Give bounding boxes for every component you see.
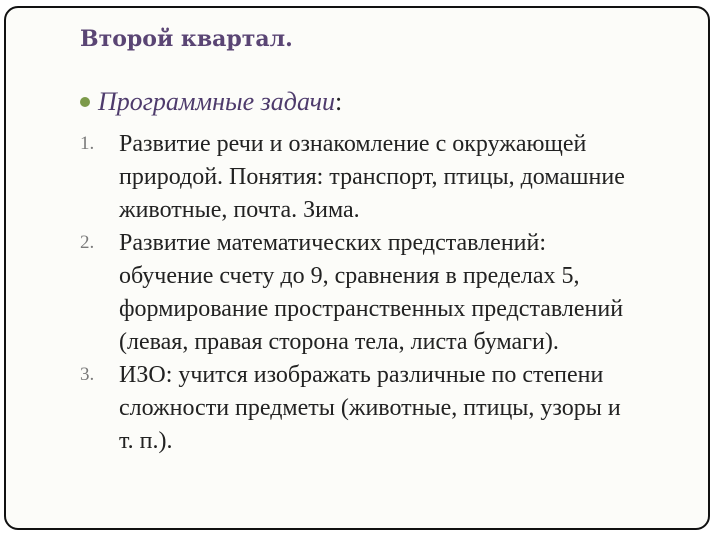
slide-title: Второй квартал. <box>80 26 293 52</box>
subtitle: Программные задачи <box>98 87 336 116</box>
list-item-line: Развитие математических представлений: <box>119 230 547 256</box>
list-item <box>0 128 700 227</box>
list-item-line: Развитие речи и ознакомление с окружающей <box>119 131 587 157</box>
list-item-number: 3. <box>80 364 95 385</box>
list-item-line: сложности предметы (животные, птицы, узоры и <box>119 395 621 421</box>
list-item-line: животные, почта. Зима. <box>119 197 360 223</box>
list-item-line: т. п.). <box>119 428 173 454</box>
list-item <box>0 227 700 359</box>
list-item-line: формирование пространственных представлений <box>119 296 624 322</box>
list-item-text <box>119 227 691 359</box>
list-item-number: 1. <box>80 133 95 154</box>
list-item-line: природой. Понятия: транспорт, птицы, домашние <box>119 164 625 190</box>
round-bullet-icon <box>80 97 90 107</box>
numbered-list <box>0 128 700 458</box>
list-item-text <box>119 359 691 458</box>
list-item-text <box>119 128 691 227</box>
list-item-line: ИЗО: учится изображать различные по степени <box>119 362 604 388</box>
list-item-line: (левая, правая сторона тела, листа бумаги). <box>119 329 559 355</box>
list-item-number: 2. <box>80 232 95 253</box>
list-item <box>0 359 700 458</box>
subtitle-row <box>80 88 342 116</box>
list-item-line: обучение счету до 9, сравнения в пределах 5, <box>119 263 580 289</box>
subtitle-colon: : <box>335 87 343 116</box>
